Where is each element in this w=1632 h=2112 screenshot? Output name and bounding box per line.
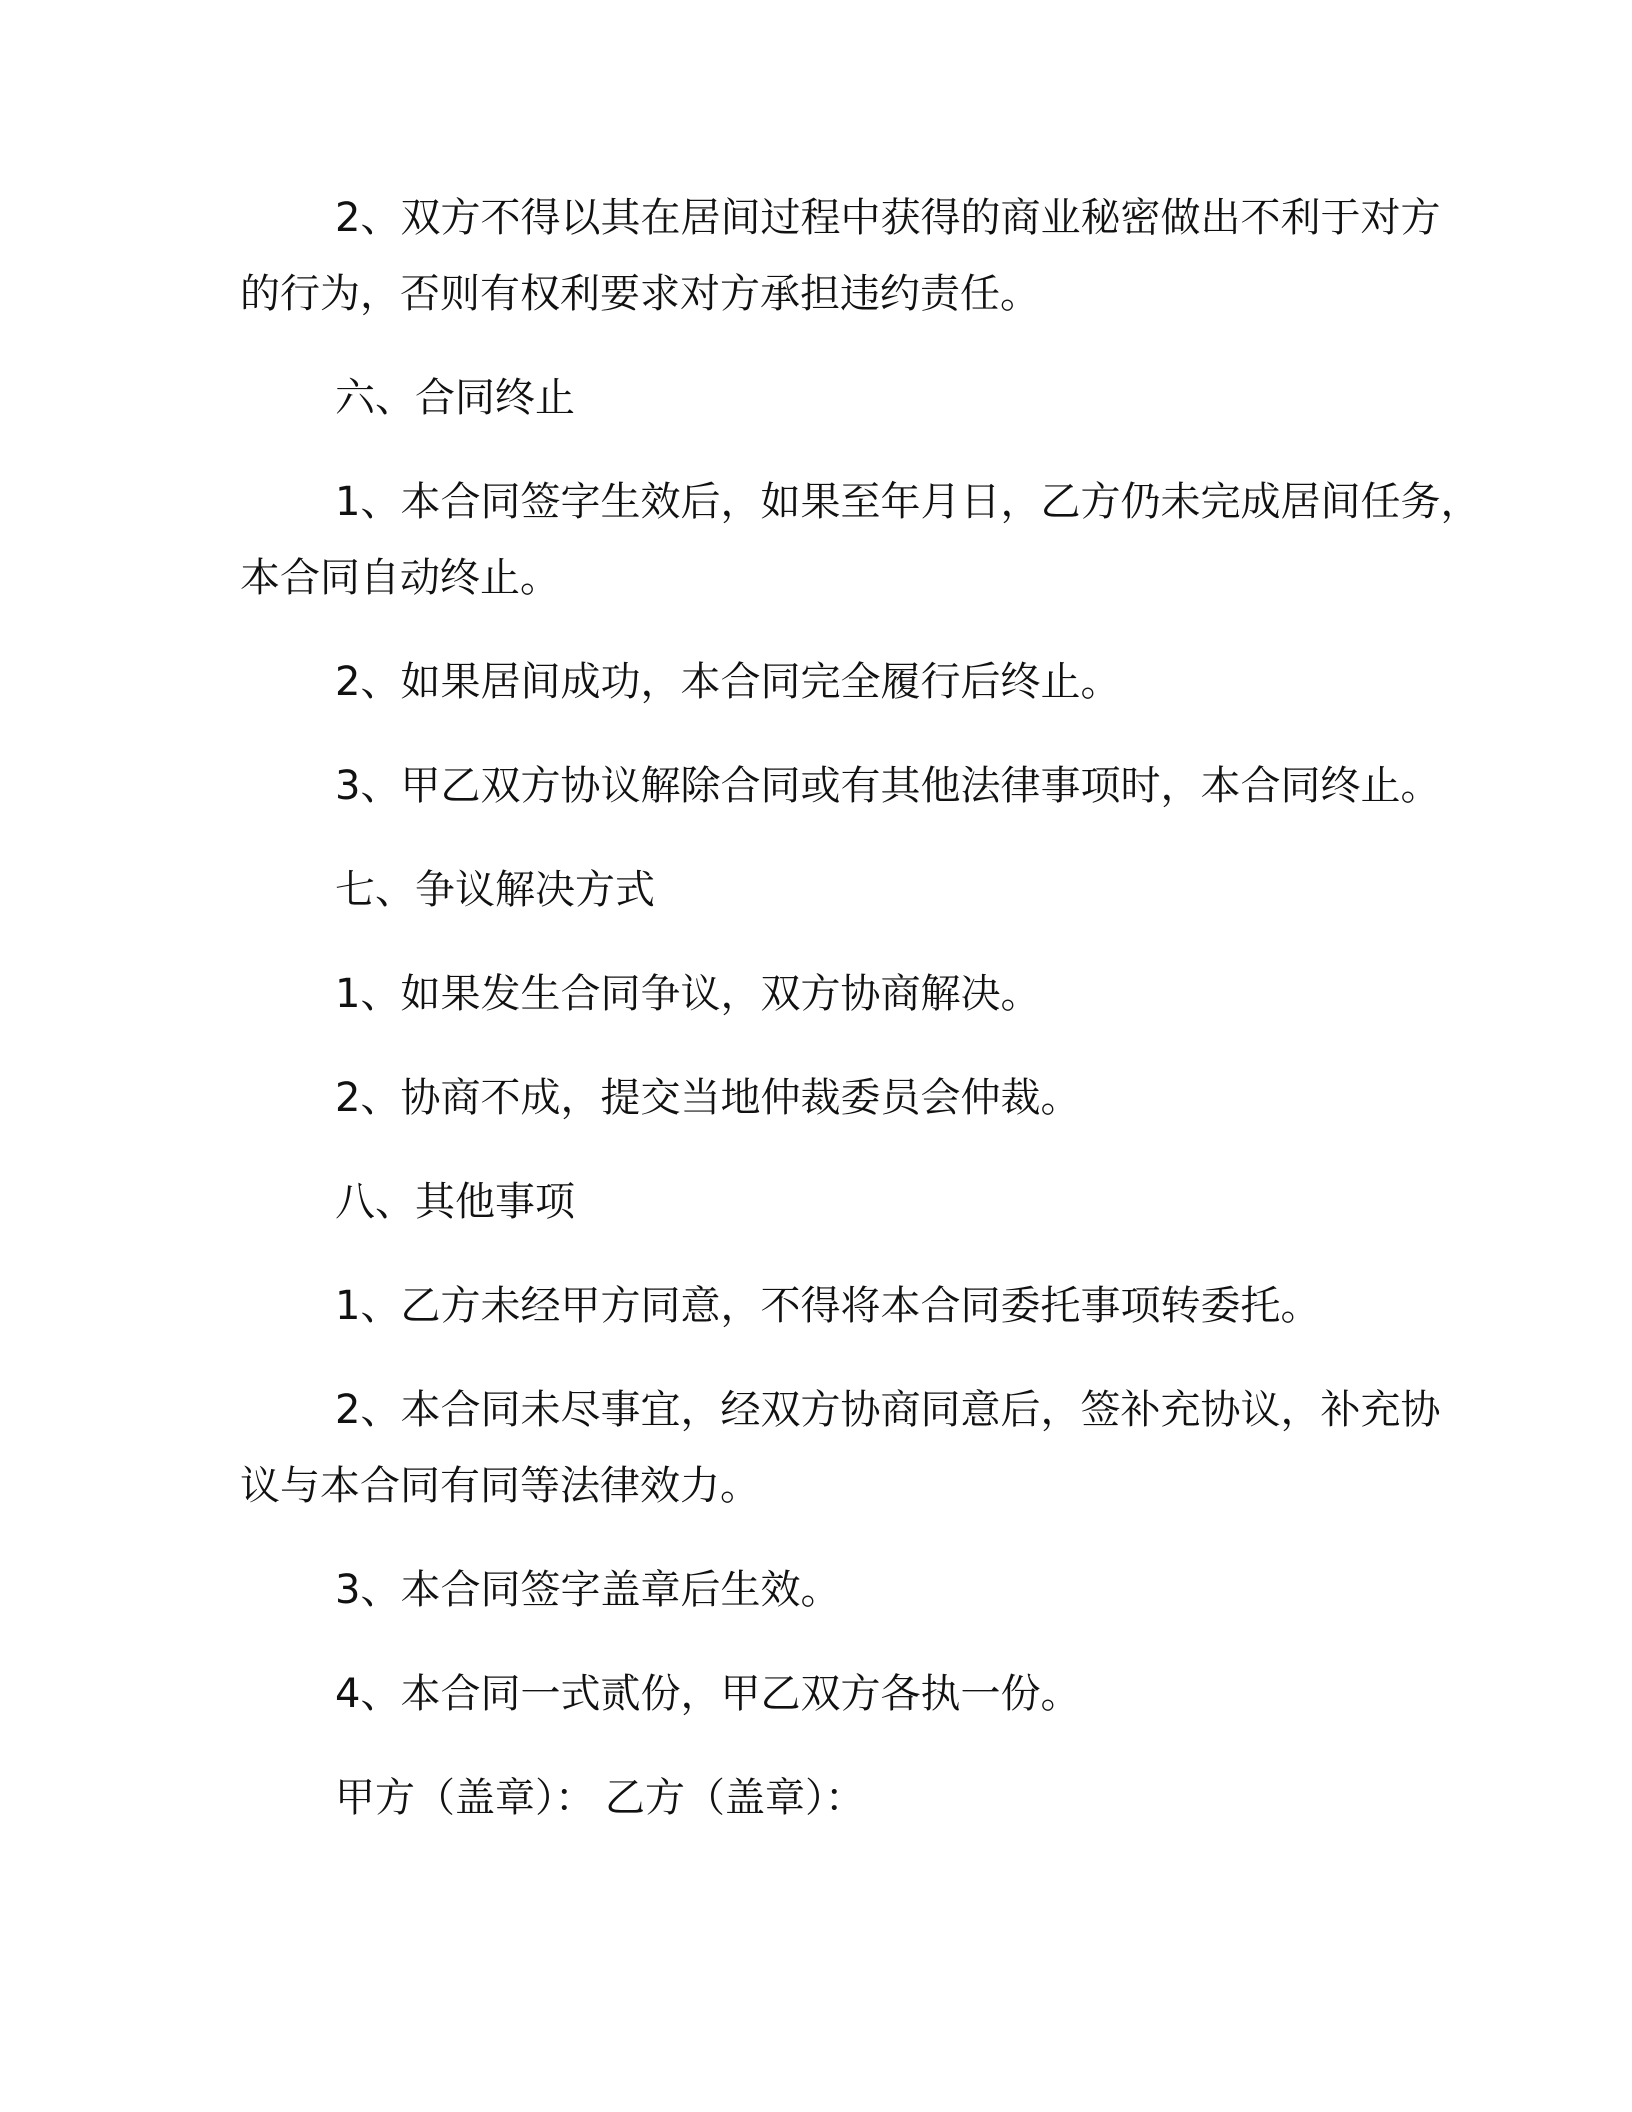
clause-8-3: 3、本合同签字盖章后生效。 — [335, 1567, 841, 1613]
signature-party-b: 乙方（盖章）： — [605, 1775, 865, 1821]
clause-6-1-line-2: 本合同自动终止。 — [240, 555, 560, 601]
clause-8-4: 4、本合同一式贰份，甲乙双方各执一份。 — [335, 1671, 1081, 1717]
section-heading-7: 七、争议解决方式 — [335, 867, 655, 913]
clause-5-2-line-2: 的行为，否则有权利要求对方承担违约责任。 — [240, 271, 1040, 317]
section-heading-8: 八、其他事项 — [335, 1179, 575, 1225]
clause-6-1-line-1: 1、本合同签字生效后，如果至年月日，乙方仍未完成居间任务， — [335, 479, 1481, 525]
clause-8-2-line-1: 2、本合同未尽事宜，经双方协商同意后，签补充协议，补充协 — [335, 1387, 1441, 1433]
signature-party-a: 甲方（盖章）： — [335, 1775, 595, 1821]
clause-8-1: 1、乙方未经甲方同意，不得将本合同委托事项转委托。 — [335, 1283, 1321, 1329]
section-heading-6: 六、合同终止 — [335, 375, 575, 421]
clause-6-2: 2、如果居间成功，本合同完全履行后终止。 — [335, 659, 1121, 705]
clause-7-1: 1、如果发生合同争议，双方协商解决。 — [335, 971, 1041, 1017]
clause-8-2-line-2: 议与本合同有同等法律效力。 — [240, 1463, 760, 1509]
clause-5-2-line-1: 2、双方不得以其在居间过程中获得的商业秘密做出不利于对方 — [335, 195, 1441, 241]
clause-6-3: 3、甲乙双方协议解除合同或有其他法律事项时，本合同终止。 — [335, 763, 1441, 809]
clause-7-2: 2、协商不成，提交当地仲裁委员会仲裁。 — [335, 1075, 1081, 1121]
